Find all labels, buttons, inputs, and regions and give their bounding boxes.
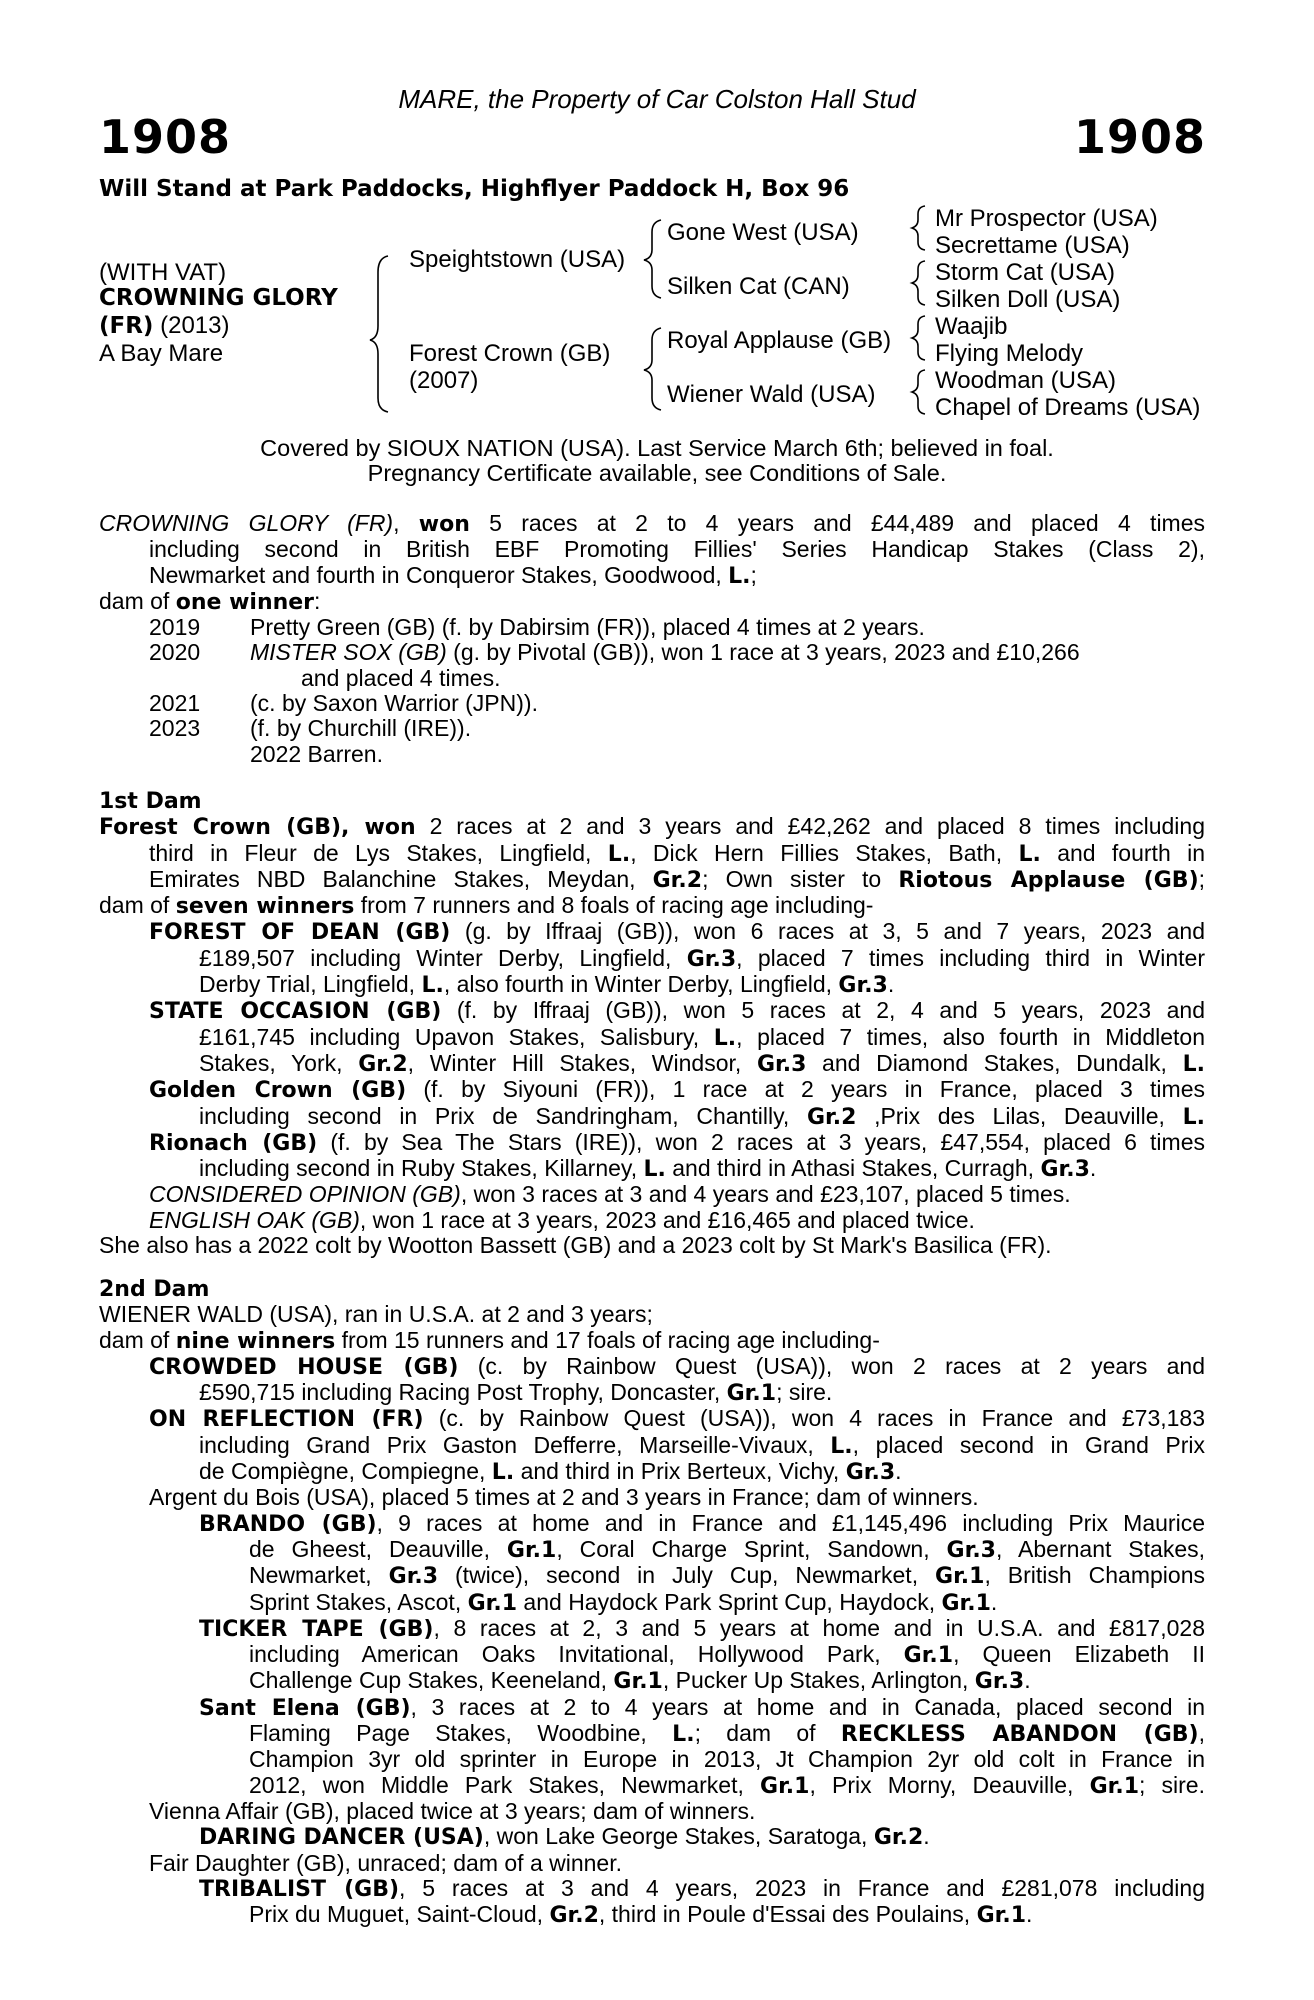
pedigree-dam-sire: Royal Applause (GB) <box>667 327 892 354</box>
horse-name: CROWNING GLORY <box>99 285 338 311</box>
winner-line: ON REFLECTION (FR) (c. by Rainbow Quest (USA)), won 4 races in France and £73,183 <box>149 1405 1205 1433</box>
winner-line: CROWDED HOUSE (GB) (c. by Rainbow Quest (USA)), won 2 races at 2 years and <box>149 1352 1206 1380</box>
lot-number-left: 1908 <box>99 110 232 164</box>
winner-line: de Gheest, Deauville, Gr.1, Coral Charge Sprint, Sandown, Gr.3, Abernant Stakes, <box>249 1535 1206 1563</box>
winner-line: Flaming Page Stakes, Woodbine, L.; dam of RECKLESS ABANDON (GB), <box>249 1720 1206 1748</box>
dam-line: third in Fleur de Lys Stakes, Lingfield, L., Dick Hern Fillies Stakes, Bath, L. and fourth in <box>149 839 1205 867</box>
winner-line: Derby Trial, Lingfield, L., also fourth in Winter Derby, Lingfield, Gr.3. <box>199 971 895 999</box>
vat-note: (WITH VAT) <box>99 259 227 286</box>
pregnancy-line: Pregnancy Certificate available, see Conditions of Sale. <box>367 460 947 486</box>
dam-line: Emirates NBD Balanchine Stakes, Meydan, Gr.2; Own sister to Riotous Applause (GB); <box>149 865 1206 893</box>
winner-line: BRANDO (GB), 9 races at home and in France and £1,145,496 including Prix Maurice <box>199 1509 1205 1537</box>
brace-gen3-1 <box>912 206 925 250</box>
horse-description: A Bay Mare <box>99 340 224 367</box>
dam-line: dam of seven winners from 7 runners and 8 foals of racing age including- <box>99 892 874 920</box>
winner-line: Sant Elena (GB), 3 races at 2 to 4 years at home and in Canada, placed second in <box>199 1693 1205 1721</box>
winner-line: including Grand Prix Gaston Defferre, Marseille-Vivaux, L., placed second in Grand Prix <box>199 1431 1205 1459</box>
brace-gen3-2 <box>912 261 925 305</box>
pedigree-sire-dam: Silken Cat (CAN) <box>667 273 850 300</box>
winner-line: TRIBALIST (GB), 5 races at 3 and 4 years, 2023 in France and £281,078 including <box>199 1874 1206 1902</box>
winner-line: STATE OCCASION (GB) (f. by Iffraaj (GB)), won 5 races at 2, 4 and 5 years, 2023 and <box>149 997 1205 1025</box>
winner-line: including American Oaks Invitational, Hollywood Park, Gr.1, Queen Elizabeth II <box>249 1641 1205 1669</box>
record-line: CROWNING GLORY (FR), won 5 races at 2 to 4 years and £44,489 and placed 4 times <box>99 510 1206 537</box>
produce-barren: 2022 Barren. <box>250 740 383 767</box>
second-dam-section <box>99 1277 1205 1928</box>
winner-line: FOREST OF DEAN (GB) (g. by Iffraaj (GB)), won 6 races at 3, 5 and 7 years, 2023 and <box>149 918 1205 946</box>
winner-line: including second in Ruby Stakes, Killarney, L. and third in Athasi Stakes, Curragh, Gr.3. <box>199 1155 1097 1183</box>
winner-line: £189,507 including Winter Derby, Lingfield, Gr.3, placed 7 times including third in Winter <box>199 944 1205 972</box>
winner-line: Champion 3yr old sprinter in Europe in 2013, Jt Champion 2yr old colt in France in <box>249 1746 1205 1773</box>
pedigree-sire-sire: Gone West (USA) <box>667 219 859 246</box>
brace-dam <box>644 328 661 410</box>
winner-line: Stakes, York, Gr.2, Winter Hill Stakes, Windsor, Gr.3 and Diamond Stakes, Dundalk, L. <box>199 1049 1205 1077</box>
pedigree-dam-dam: Wiener Wald (USA) <box>667 381 876 408</box>
pedigree-sire: Speightstown (USA) <box>409 246 626 273</box>
record-line: Newmarket and fourth in Conqueror Stakes, Goodwood, L.; <box>149 561 757 589</box>
winner-line: Sprint Stakes, Ascot, Gr.1 and Haydock Park Sprint Cup, Haydock, Gr.1. <box>249 1588 998 1616</box>
winner-line: DARING DANCER (USA), won Lake George Stakes, Saratoga, Gr.2. <box>199 1823 930 1851</box>
first-dam-section <box>99 789 1205 1258</box>
brace-sire <box>644 220 661 298</box>
winner-line: Rionach (GB) (f. by Sea The Stars (IRE)), won 2 races at 3 years, £47,554, placed 6 times <box>149 1128 1205 1156</box>
winner-line: de Compiègne, Compiegne, L. and third in Prix Berteux, Vichy, Gr.3. <box>199 1458 902 1486</box>
winner-line: Golden Crown (GB) (f. by Siyouni (FR)), 1 race at 2 years in France, placed 3 times <box>149 1076 1205 1104</box>
pedigree-gen3: Storm Cat (USA) <box>935 259 1116 286</box>
winner-line: £161,745 including Upavon Stakes, Salisbury, L., placed 7 times, also fourth in Middleton <box>199 1023 1205 1051</box>
pedigree-gen3: Secrettame (USA) <box>935 232 1130 259</box>
covered-line: Covered by SIOUX NATION (USA). Last Service March 6th; believed in foal. <box>260 435 1054 461</box>
daughter-line: Vienna Affair (GB), placed twice at 3 years; dam of winners. <box>149 1797 756 1824</box>
dam-line: WIENER WALD (USA), ran in U.S.A. at 2 and 3 years; <box>99 1301 653 1328</box>
produce-row: 2019 Pretty Green (GB) (f. by Dabirsim (FR)), placed 4 times at 2 years. <box>149 614 925 641</box>
record-line: dam of one winner: <box>99 587 321 615</box>
winner-line: Challenge Cup Stakes, Keeneland, Gr.1, Pucker Up Stakes, Arlington, Gr.3. <box>249 1667 1031 1695</box>
pedigree-gen3: Woodman (USA) <box>935 367 1116 394</box>
winner-line: ENGLISH OAK (GB), won 1 race at 3 years, 2023 and £16,465 and placed twice. <box>149 1206 975 1233</box>
winner-line: CONSIDERED OPINION (GB), won 3 races at 3 and 4 years and £23,107, placed 5 times. <box>149 1181 1071 1208</box>
winner-line: £590,715 including Racing Post Trophy, Doncaster, Gr.1; sire. <box>199 1379 833 1407</box>
section-heading: 1st Dam <box>99 789 202 814</box>
brace-gen1 <box>370 256 388 412</box>
daughter-line: Argent du Bois (USA), placed 5 times at 2 and 3 years in France; dam of winners. <box>149 1484 979 1511</box>
vendor-line: MARE, the Property of Car Colston Hall Stud <box>398 84 916 114</box>
brace-gen3-4 <box>912 370 925 414</box>
dam-line: She also has a 2022 colt by Wootton Bassett (GB) and a 2023 colt by St Mark's Basilica (FR). <box>99 1232 1052 1259</box>
winner-line: including second in Prix de Sandringham, Chantilly, Gr.2 ,Prix des Lilas, Deauville, L. <box>199 1102 1205 1130</box>
brace-gen3-3 <box>912 316 925 360</box>
winner-line: 2012, won Middle Park Stakes, Newmarket, Gr.1, Prix Morny, Deauville, Gr.1; sire. <box>249 1771 1205 1799</box>
horse-year: (2013) <box>153 312 230 339</box>
winner-line: Newmarket, Gr.3 (twice), second in July Cup, Newmarket, Gr.1, British Champions <box>249 1562 1205 1590</box>
pedigree-gen3: Mr Prospector (USA) <box>935 205 1158 232</box>
section-heading: 2nd Dam <box>99 1277 210 1302</box>
pedigree-gen3: Silken Doll (USA) <box>935 286 1121 313</box>
produce-row: 2023 (f. by Churchill (IRE)). <box>149 715 472 742</box>
dam-line: Forest Crown (GB), won 2 races at 2 and 3 years and £42,262 and placed 8 times including <box>99 813 1205 841</box>
produce-row: 2021 (c. by Saxon Warrior (JPN)). <box>149 690 538 717</box>
pedigree-gen3: Chapel of Dreams (USA) <box>935 394 1201 421</box>
dam-line: dam of nine winners from 15 runners and 17 foals of racing age including- <box>99 1326 880 1354</box>
produce-row-cont: and placed 4 times. <box>301 664 501 691</box>
pedigree-gen3: Waajib <box>935 313 1008 340</box>
winner-line: TICKER TAPE (GB), 8 races at 2, 3 and 5 years at home and in U.S.A. and £817,028 <box>199 1614 1205 1642</box>
winner-line: Prix du Muguet, Saint-Cloud, Gr.2, third in Poule d'Essai des Poulains, Gr.1. <box>249 1901 1033 1929</box>
mare-record <box>99 511 1205 767</box>
horse-country: (FR) <box>99 313 154 339</box>
produce-row: 2020 MISTER SOX (GB) (g. by Pivotal (GB)), won 1 race at 3 years, 2023 and £10,266 <box>149 639 1080 666</box>
pedigree-gen3: Flying Melody <box>935 340 1084 367</box>
stand-location: Will Stand at Park Paddocks, Highflyer Paddock H, Box 96 <box>99 176 850 202</box>
pedigree-dam: Forest Crown (GB) <box>409 340 611 367</box>
lot-number-right: 1908 <box>1073 110 1206 164</box>
pedigree-dam-year: (2007) <box>409 367 479 394</box>
daughter-line: Fair Daughter (GB), unraced; dam of a winner. <box>149 1849 622 1876</box>
record-line: including second in British EBF Promoting Fillies' Series Handicap Stakes (Class 2), <box>149 536 1205 563</box>
